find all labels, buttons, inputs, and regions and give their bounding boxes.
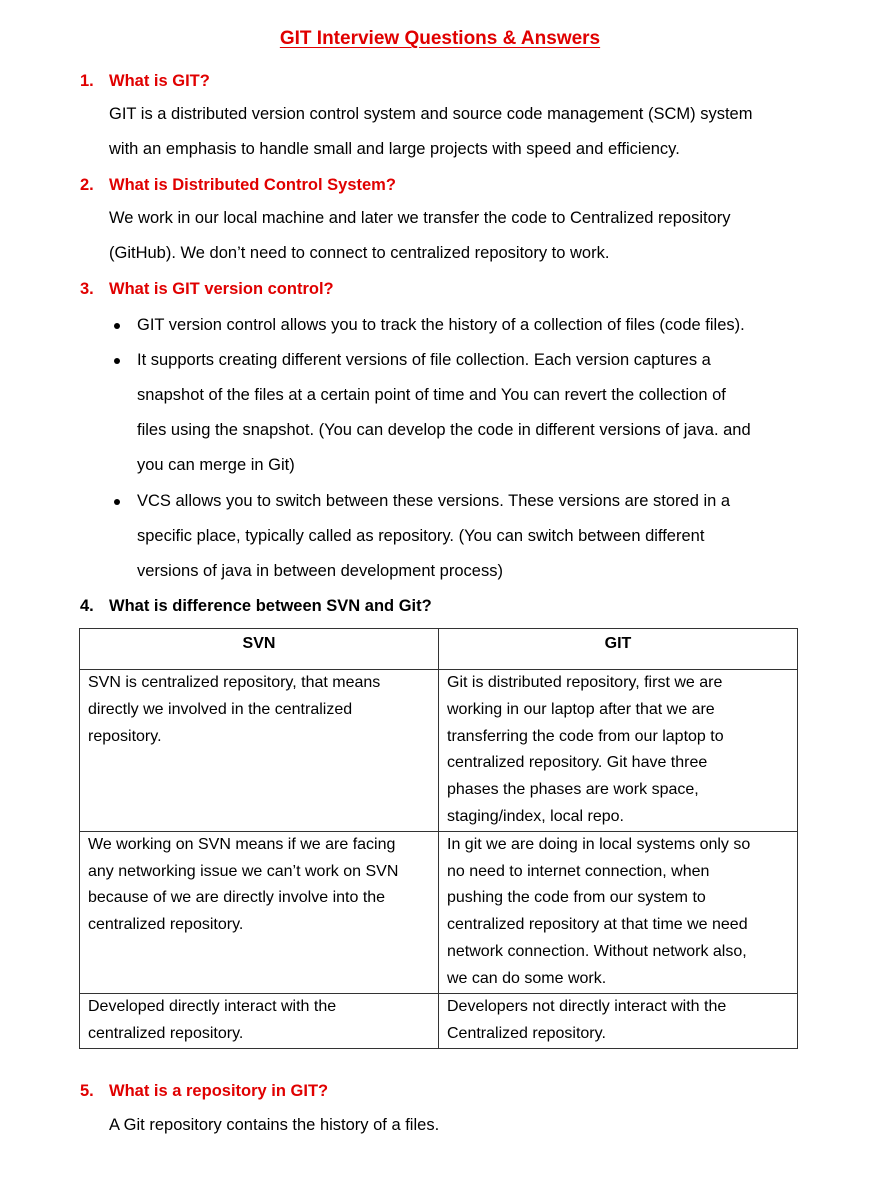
bullet-line: you can merge in Git)	[137, 456, 295, 474]
cell-line: Centralized repository.	[447, 1024, 606, 1042]
question-3-heading	[80, 280, 334, 299]
cell-line: We working on SVN means if we are facing	[88, 835, 396, 853]
table-row	[80, 670, 798, 832]
table-row	[80, 831, 798, 993]
cell-line: directly we involved in the centralized	[88, 700, 353, 718]
cell-line: because of we are directly involve into the	[88, 889, 386, 907]
answer-line: GIT is a distributed version control system and source code management (SCM) system	[109, 105, 753, 123]
cell-line: centralized repository.	[88, 916, 244, 934]
question-number: 1.	[80, 72, 94, 90]
table-cell-git	[439, 670, 798, 832]
cell-line: repository.	[88, 727, 162, 745]
question-text: What is a repository in GIT?	[109, 1082, 329, 1100]
question-4-heading	[80, 597, 432, 616]
answer-5	[109, 1108, 439, 1143]
cell-line: transferring the code from our laptop to	[447, 727, 724, 745]
bullet-icon	[114, 323, 120, 329]
bullet-icon	[114, 358, 120, 364]
table-cell-git	[439, 831, 798, 993]
cell-line: no need to internet connection, when	[447, 862, 710, 880]
bullet-line: versions of java in between development process)	[137, 562, 503, 580]
bullet-item	[137, 343, 751, 483]
cell-line: SVN is centralized repository, that means	[88, 674, 381, 691]
table-header-row	[80, 629, 798, 670]
cell-line: Developed directly interact with the	[88, 997, 337, 1015]
question-text: What is GIT?	[109, 72, 210, 90]
bullet-line: GIT version control allows you to track the history of a collection of files (code files).	[137, 316, 745, 334]
question-5-heading	[80, 1082, 328, 1101]
cell-line: staging/index, local repo.	[447, 807, 624, 825]
answer-line: We work in our local machine and later we transfer the code to Centralized repository	[109, 209, 731, 227]
bullet-line: files using the snapshot. (You can develop the code in different versions of java. and	[137, 421, 751, 439]
question-number: 5.	[80, 1082, 94, 1100]
table-row	[80, 993, 798, 1048]
question-1-heading	[80, 72, 210, 91]
cell-line: we can do some work.	[447, 969, 607, 987]
document-title: GIT Interview Questions & Answers	[279, 28, 601, 49]
answer-2	[109, 201, 731, 271]
table-cell-svn	[80, 993, 439, 1048]
question-number: 3.	[80, 280, 94, 298]
answer-line: (GitHub). We don’t need to connect to centralized repository to work.	[109, 244, 610, 262]
cell-line: In git we are doing in local systems only so	[447, 835, 751, 853]
question-number: 2.	[80, 176, 94, 194]
table-cell-svn	[80, 670, 439, 832]
cell-line: Git is distributed repository, first we are	[447, 674, 723, 691]
question-text: What is GIT version control?	[109, 280, 334, 298]
bullet-item	[137, 484, 730, 589]
cell-line: phases the phases are work space,	[447, 781, 699, 799]
question-number: 4.	[80, 597, 94, 615]
bullet-line: snapshot of the files at a certain point of time and You can revert the collection of	[137, 386, 726, 404]
bullet-item	[137, 308, 745, 343]
cell-line: centralized repository.	[88, 1024, 244, 1042]
question-2-heading	[80, 176, 396, 195]
cell-line: centralized repository. Git have three	[447, 754, 708, 772]
bullet-line: specific place, typically called as repository. (You can switch between different	[137, 527, 705, 545]
cell-line: working in our laptop after that we are	[447, 700, 715, 718]
bullet-icon	[114, 499, 120, 505]
cell-line: centralized repository at that time we need	[447, 916, 748, 934]
question-text: What is Distributed Control System?	[109, 176, 396, 194]
column-header-svn: SVN	[80, 629, 439, 670]
question-text: What is difference between SVN and Git?	[109, 597, 432, 615]
answer-line: with an emphasis to handle small and large projects with speed and efficiency.	[109, 140, 680, 158]
answer-1	[109, 97, 752, 167]
bullet-line: It supports creating different versions of file collection. Each version captures a	[137, 351, 711, 369]
table-cell-svn	[80, 831, 439, 993]
cell-line: any networking issue we can’t work on SVN	[88, 862, 399, 880]
cell-line: pushing the code from our system to	[447, 889, 706, 907]
cell-line: Developers not directly interact with the	[447, 997, 727, 1015]
column-header-git: GIT	[439, 629, 798, 670]
bullet-line: VCS allows you to switch between these versions. These versions are stored in a	[137, 492, 731, 510]
table-cell-git	[439, 993, 798, 1048]
svn-vs-git-table	[79, 628, 798, 1049]
answer-line: A Git repository contains the history of a files.	[109, 1116, 440, 1134]
cell-line: network connection. Without network also,	[447, 942, 747, 960]
